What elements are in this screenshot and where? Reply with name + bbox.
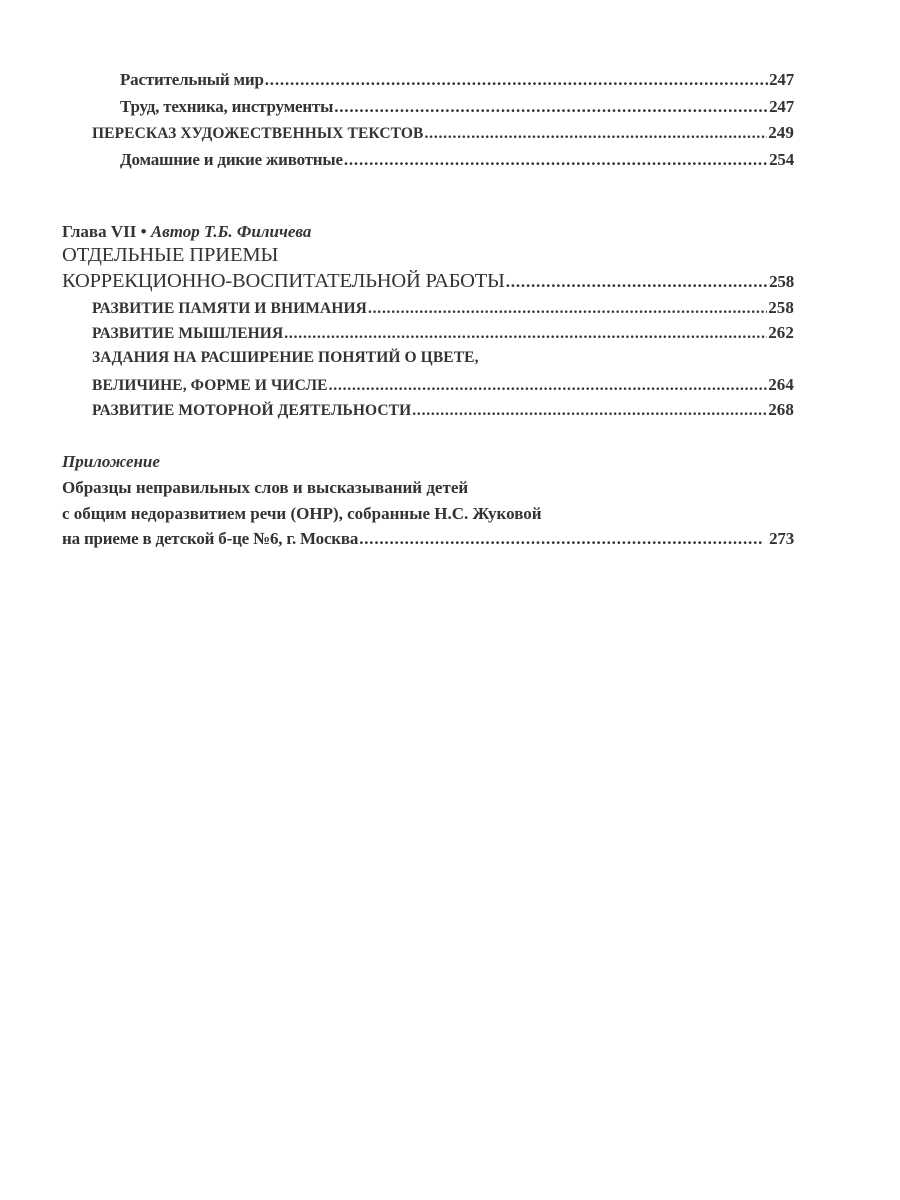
toc-entry-label: РАЗВИТИЕ ПАМЯТИ И ВНИМАНИЯ [92, 300, 367, 317]
leader-dots [284, 325, 767, 343]
leader-dots [359, 529, 764, 549]
toc-page-number: 262 [768, 323, 794, 342]
toc-page-number: 258 [768, 298, 794, 317]
leader-dots [368, 300, 767, 318]
leader-dots [506, 272, 768, 292]
toc-entry-label: РАЗВИТИЕ МЫШЛЕНИЯ [92, 325, 284, 342]
toc-entry-concepts [62, 375, 794, 395]
chapter-heading [62, 222, 311, 242]
chapter-number: Глава VII [62, 222, 137, 241]
toc-entry-memory-attention [62, 298, 794, 318]
toc-entry-label: ЗАДАНИЯ НА РАСШИРЕНИЕ ПОНЯТИЙ О ЦВЕТЕ, [92, 349, 479, 366]
toc-entry-label: ВЕЛИЧИНЕ, ФОРМЕ И ЧИСЛЕ [92, 377, 328, 394]
toc-entry-label: РАЗВИТИЕ МОТОРНОЙ ДЕЯТЕЛЬНОСТИ [92, 402, 412, 419]
appendix-title-line3: на приеме в детской б-це №6, г. Москва [62, 529, 359, 548]
toc-page-number: 249 [768, 123, 794, 142]
leader-dots [329, 377, 768, 395]
toc-entry-labor-tools [62, 97, 794, 117]
toc-entry-retelling [62, 123, 794, 143]
toc-entry-label: ПЕРЕСКАЗ ХУДОЖЕСТВЕННЫХ ТЕКСТОВ [92, 125, 424, 142]
toc-entry-animals [62, 150, 794, 170]
appendix-label: Приложение [62, 452, 160, 471]
toc-entry-label: Растительный мир [120, 70, 264, 89]
toc-page-number: 268 [768, 400, 794, 419]
leader-dots [424, 125, 767, 143]
toc-entry-label: Труд, техника, инструменты [120, 97, 334, 116]
appendix-title-line1: Образцы неправильных слов и высказываний детей [62, 478, 469, 497]
leader-dots [334, 97, 768, 117]
toc-entry-plant-world [62, 70, 794, 90]
toc-page-number: 247 [769, 97, 794, 116]
chapter-author: Автор Т.Б. Филичева [150, 222, 312, 241]
toc-entry-concepts-line1 [62, 349, 794, 367]
toc-page-number: 273 [769, 529, 794, 548]
toc-entry-thinking [62, 323, 794, 343]
toc-entry-motor-activity [62, 400, 794, 420]
toc-page-number: 258 [769, 272, 794, 291]
leader-dots [412, 402, 767, 420]
chapter-title-line2: КОРРЕКЦИОННО-ВОСПИТАТЕЛЬНОЙ РАБОТЫ [62, 270, 505, 292]
appendix-title-line2: с общим недоразвитием речи (ОНР), собранные Н.С. Жуковой [62, 504, 542, 523]
leader-dots [265, 70, 768, 90]
toc-page-number: 254 [769, 150, 794, 169]
toc-entry-appendix [62, 529, 794, 549]
toc-page-number: 247 [769, 70, 794, 89]
leader-dots [344, 150, 768, 170]
bullet-separator: • [140, 222, 147, 241]
toc-page-number: 264 [768, 375, 794, 394]
chapter-title-line1: ОТДЕЛЬНЫЕ ПРИЕМЫ [62, 244, 279, 266]
toc-entry-label: Домашние и дикие животные [120, 150, 343, 169]
toc-entry-chapter-title [62, 270, 794, 293]
